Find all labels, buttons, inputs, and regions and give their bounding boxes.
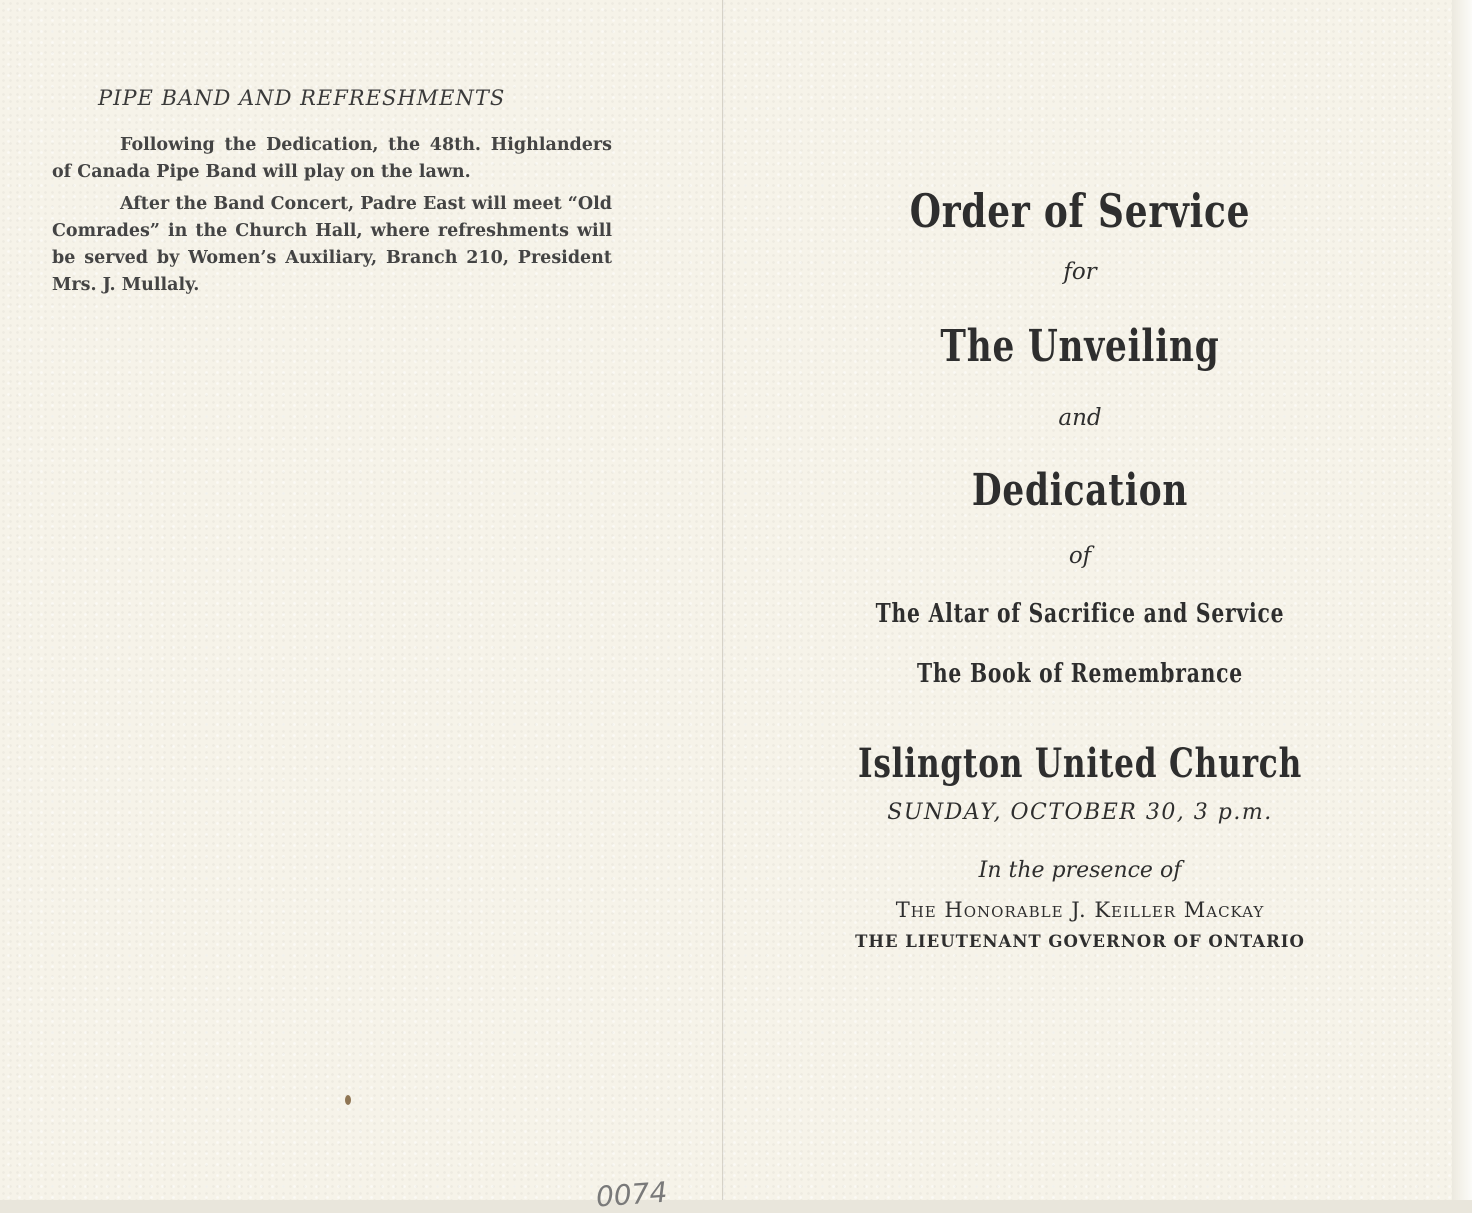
torn-paper-edge	[1452, 0, 1472, 1200]
dignitary-name: The Honorable J. Keiller Mackay	[895, 898, 1265, 922]
service-date: SUNDAY, OCTOBER 30, 3 p.m.	[887, 800, 1273, 825]
dedication-title: Dedication	[971, 465, 1189, 516]
left-heading: PIPE BAND AND REFRESHMENTS	[98, 86, 506, 110]
presence-text: In the presence of	[978, 858, 1182, 883]
archive-mark: 0074	[594, 1175, 669, 1213]
service-title: Order of Service	[909, 184, 1251, 238]
and-text: and	[1058, 405, 1102, 431]
church-name: Islington United Church	[857, 740, 1303, 787]
paragraph-refreshments: After the Band Concert, Padre East will meet “Old Comrades” in the Church Hall, where refreshments will be served by Women’s Auxiliary, Branch 210, President Mrs. J. Mullaly.	[52, 194, 612, 295]
paper-spot	[345, 1095, 351, 1105]
center-fold	[722, 0, 724, 1200]
dignitary-title: THE LIEUTENANT GOVERNOR OF ONTARIO	[855, 932, 1305, 951]
for-text: for	[1063, 259, 1097, 285]
of-text: of	[1068, 543, 1092, 569]
unveiling-title: The Unveiling	[940, 321, 1220, 372]
right-page-cover	[780, 180, 1380, 956]
altar-line: The Altar of Sacrifice and Service	[875, 599, 1285, 629]
paragraph-pipe-band: Following the Dedication, the 48th. Highlanders of Canada Pipe Band will play on the lawn.	[52, 135, 612, 182]
left-page	[52, 86, 612, 299]
book-line: The Book of Remembrance	[917, 659, 1243, 689]
